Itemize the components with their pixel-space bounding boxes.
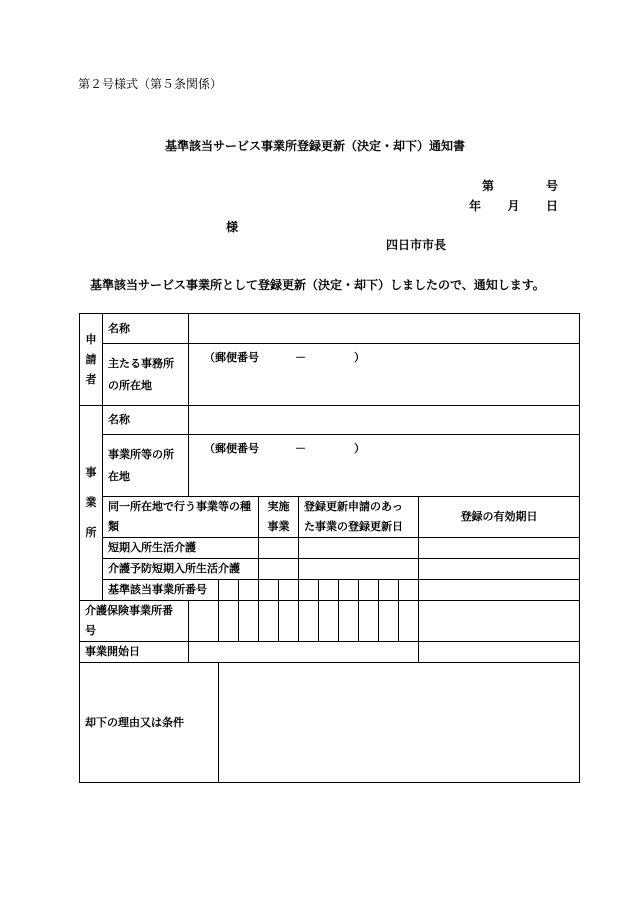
applicant-name-label: 名称	[103, 314, 189, 344]
date-day: 日	[545, 199, 558, 213]
office-label-char: 業	[85, 496, 97, 509]
document-title: 基準該当サービス事業所登録更新（決定・却下）通知書	[164, 139, 465, 153]
digit-cell[interactable]	[259, 580, 279, 601]
postal-code-line	[194, 348, 574, 368]
office-name-field[interactable]	[189, 406, 580, 435]
digit-cell[interactable]	[319, 580, 339, 601]
digit-cell[interactable]	[379, 601, 399, 642]
service-type-header: 同一所在地で行う事業等の種類	[103, 497, 259, 538]
standard-office-number-label: 基準該当事業所番号	[103, 580, 219, 601]
office-name-row	[80, 406, 580, 435]
digit-cell[interactable]	[319, 601, 339, 642]
digit-cell[interactable]	[279, 580, 299, 601]
notification-form-table	[79, 313, 580, 783]
digit-cell[interactable]	[359, 601, 379, 642]
issue-date	[469, 197, 558, 214]
digit-cell[interactable]	[239, 580, 259, 601]
insurance-office-number-label: 介護保険事業所番号	[80, 601, 189, 642]
office-label-char: 事	[85, 466, 97, 479]
postal-close: ）	[354, 351, 365, 364]
office-name-label: 名称	[103, 406, 189, 435]
start-date-row	[80, 642, 580, 663]
reason-field[interactable]	[219, 663, 580, 783]
date-month: 月	[507, 199, 520, 213]
applicant-office-label: 主たる事務所の所在地	[103, 344, 189, 406]
digit-cell[interactable]	[359, 580, 379, 601]
office-label-char: 所	[85, 526, 97, 539]
date-year: 年	[469, 199, 482, 213]
standard-office-number-row	[80, 580, 580, 601]
postal-dash: －	[295, 351, 306, 364]
applicant-label-char: 申	[85, 332, 97, 346]
insurance-office-number-row	[80, 601, 580, 642]
digit-cell[interactable]	[219, 580, 239, 601]
service-row	[80, 538, 580, 559]
digit-cell[interactable]	[259, 601, 279, 642]
document-number	[482, 177, 558, 194]
service-name: 短期入所生活介護	[103, 538, 259, 559]
postal-label: （郵便番号	[204, 442, 259, 455]
start-date-field[interactable]	[189, 642, 419, 663]
digit-cell[interactable]	[339, 580, 359, 601]
service-renewal-date-cell[interactable]	[299, 538, 419, 559]
service-valid-period-cell[interactable]	[419, 538, 580, 559]
recipient-suffix: 様	[226, 220, 239, 234]
digit-cell-blank	[419, 580, 580, 601]
office-address-row	[80, 435, 580, 497]
digit-cell-blank	[419, 601, 580, 642]
applicant-name-row	[80, 314, 580, 344]
service-name: 介護予防短期入所生活介護	[103, 559, 259, 580]
start-date-extra	[419, 642, 580, 663]
valid-period-header: 登録の有効期日	[419, 497, 580, 538]
digit-cell-blank	[399, 601, 419, 642]
digit-cell[interactable]	[299, 580, 319, 601]
applicant-office-row	[80, 344, 580, 406]
service-implemented-cell[interactable]	[259, 538, 299, 559]
applicant-label-char: 者	[85, 372, 97, 386]
implemented-header: 実施事業	[259, 497, 299, 538]
digit-cell[interactable]	[279, 601, 299, 642]
form-number: 第２号様式（第５条関係）	[78, 77, 223, 91]
applicant-name-field[interactable]	[189, 314, 580, 344]
digit-cell[interactable]	[299, 601, 319, 642]
applicant-office-field[interactable]	[189, 344, 580, 406]
digit-cell[interactable]	[219, 601, 239, 642]
postal-label: （郵便番号	[204, 351, 259, 364]
postal-dash: －	[295, 442, 306, 455]
service-implemented-cell[interactable]	[259, 559, 299, 580]
doc-number-prefix: 第	[482, 179, 495, 193]
digit-cell[interactable]	[379, 580, 399, 601]
digit-cell[interactable]	[239, 601, 259, 642]
postal-code-line	[194, 439, 574, 459]
digit-cell[interactable]	[189, 601, 219, 642]
postal-close: ）	[354, 442, 365, 455]
issuer: 四日市市長	[386, 238, 447, 252]
applicant-label-char: 請	[85, 352, 97, 366]
reason-row	[80, 663, 580, 783]
doc-number-suffix: 号	[545, 179, 558, 193]
applicant-label	[80, 314, 103, 406]
services-header-row	[80, 497, 580, 538]
service-valid-period-cell[interactable]	[419, 559, 580, 580]
office-address-label: 事業所等の所在地	[103, 435, 189, 497]
service-row	[80, 559, 580, 580]
office-label	[80, 406, 103, 601]
digit-cell[interactable]	[399, 580, 419, 601]
renewal-date-header: 登録更新申請のあった事業の登録更新日	[299, 497, 419, 538]
start-date-label: 事業開始日	[80, 642, 189, 663]
office-address-field[interactable]	[189, 435, 580, 497]
service-renewal-date-cell[interactable]	[299, 559, 419, 580]
reason-label: 却下の理由又は条件	[80, 663, 219, 783]
body-text: 基準該当サービス事業所として登録更新（決定・却下）しましたので、通知します。	[90, 278, 545, 292]
digit-cell[interactable]	[339, 601, 359, 642]
